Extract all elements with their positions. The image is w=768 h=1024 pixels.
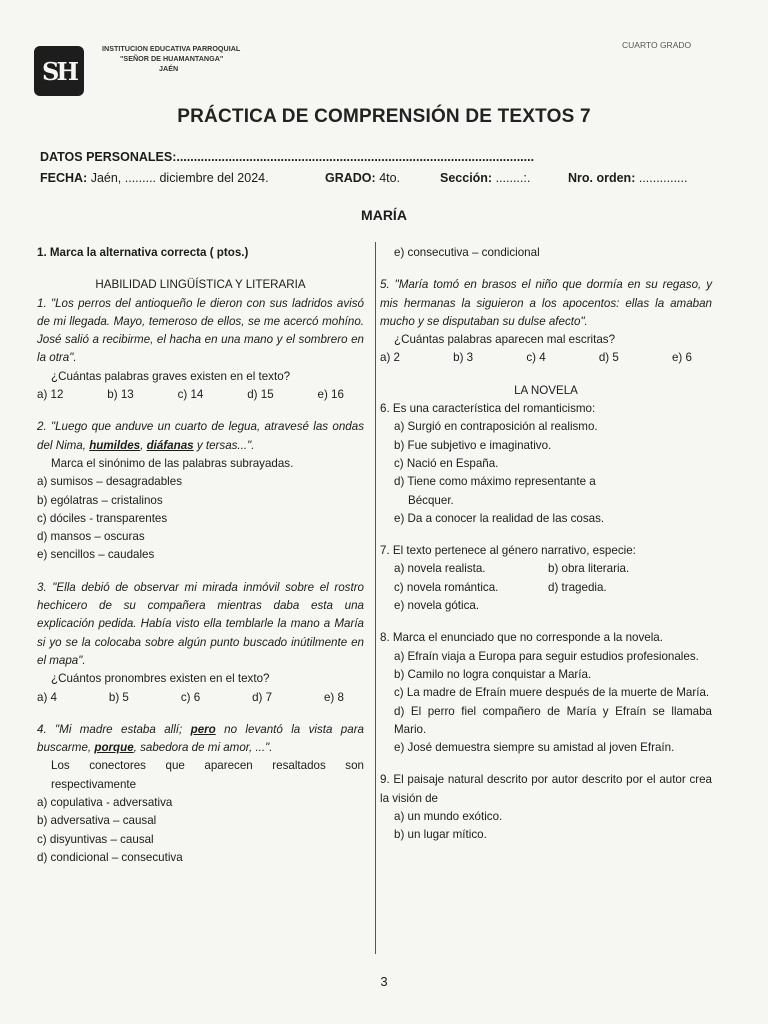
left-column: [37, 244, 364, 867]
question-6-text: 6. Es una característica del romanticismo:: [380, 402, 596, 416]
option: b) ególatras – cristalinos: [37, 493, 163, 507]
option: b) 13: [107, 388, 134, 402]
order-field: Nro. orden: ..............: [568, 171, 688, 185]
option: a) Efraín viaja a Europa para seguir estudios profesionales.: [394, 649, 699, 663]
option: d) tragedia.: [548, 580, 607, 594]
option: e) novela gótica.: [394, 599, 480, 613]
school-line-3: JAÉN: [159, 64, 179, 73]
option: a) novela realista.: [394, 562, 486, 576]
option: b) Fue subjetivo e imaginativo.: [394, 438, 552, 452]
highlighted-connector: pero: [190, 722, 216, 736]
option: a) 4: [37, 690, 57, 704]
option: c) dóciles - transparentes: [37, 511, 168, 525]
question-5-text: 5. "María tomó en brasos el niño que dormía en su regaso, y mis hermanas la siguieron a los apocentos: ellas la amaban mucho y se disputaban su dulse afecto".: [380, 278, 712, 328]
question-7-options-row: [380, 579, 712, 597]
option: d) 5: [598, 351, 619, 365]
question-4-text: 4. "Mi madre estaba allí; pero no levantó la vista para buscarme, porque, sabedora de mi amor, ...".: [37, 722, 365, 755]
instruction: 1. Marca la alternativa correcta ( ptos.): [37, 246, 249, 259]
question-8-text: 8. Marca el enunciado que no corresponde a la novela.: [380, 631, 663, 645]
option: c) Nació en España.: [394, 456, 499, 470]
option: d) condicional – consecutiva: [37, 850, 183, 864]
option: d) 15: [247, 388, 274, 402]
page-title: PRÁCTICA DE COMPRENSIÓN DE TEXTOS 7: [177, 106, 591, 127]
question-1-options: [37, 386, 364, 404]
option: b) 5: [108, 690, 129, 704]
option: a) 2: [380, 351, 400, 365]
question-3-prompt: ¿Cuántos pronombres existen en el texto?: [51, 672, 270, 686]
school-line-2: "SEÑOR DE HUAMANTANGA": [120, 54, 224, 63]
option: c) novela romántica.: [394, 580, 499, 594]
section-heading-novel: LA NOVELA: [514, 383, 578, 397]
option: b) obra literaria.: [548, 562, 630, 576]
question-4-prompt: Los conectores que aparecen resaltados son respectivamente: [51, 759, 364, 791]
grade-label-top: CUARTO GRADO: [622, 40, 692, 50]
school-name: [102, 44, 240, 74]
section-heading-linguistic: HABILIDAD LINGÜÍSTICA Y LITERARIA: [95, 278, 306, 292]
option: a) Surgió en contraposición al realismo.: [394, 420, 598, 434]
option: e) 8: [323, 690, 344, 704]
option: b) adversativa – causal: [37, 814, 157, 828]
question-1-text: 1. "Los perros del antioqueño le dieron con sus ladridos avisó de mi llegada. Mayo, temeroso de ellos, se me acercó mohíno. José salió a recibirme, el hacha en una mano y el sombrero en la otra".: [37, 296, 364, 365]
option: e) sencillos – caudales: [37, 548, 155, 562]
grade-field: GRADO: 4to.: [325, 171, 401, 185]
section-field: Sección: ........:.: [440, 171, 531, 185]
option: c) 4: [526, 351, 546, 365]
option: c) 14: [177, 388, 204, 402]
underlined-word: diáfanas: [146, 438, 194, 452]
question-3-options: [37, 689, 364, 707]
question-7-text: 7. El texto pertenece al género narrativo, especie:: [380, 544, 636, 558]
highlighted-connector: porque: [94, 741, 134, 755]
option: d) 7: [252, 690, 273, 704]
option: e) 6: [671, 351, 692, 365]
option: d) El perro fiel compañero de María y Efraín se llamaba Mario.: [394, 704, 712, 736]
question-9-text: 9. El paisaje natural descrito por autor descrito por el autor crea la visión de: [380, 773, 712, 805]
option: c) disyuntivas – causal: [37, 832, 154, 846]
question-5-prompt: ¿Cuántas palabras aparecen mal escritas?: [394, 333, 616, 347]
option: b) Camilo no logra conquistar a María.: [394, 667, 592, 681]
option: e) Da a conocer la realidad de las cosas.: [394, 511, 605, 525]
question-2-text: 2. "Luego que anduve un cuarto de legua, atravesé las ondas del Nima, humildes, diáfanas y tersas...".: [37, 420, 364, 452]
option: d) mansos – oscuras: [37, 530, 145, 544]
option: e) consecutiva – condicional: [394, 246, 540, 259]
option: a) copulativa - adversativa: [37, 796, 173, 810]
option: b) un lugar mítico.: [394, 828, 487, 842]
question-5-options: [380, 349, 712, 367]
story-title: MARÍA: [361, 207, 407, 223]
question-1-prompt: ¿Cuántas palabras graves existen en el texto?: [51, 369, 291, 383]
option: c) 6: [180, 690, 201, 704]
option: e) 16: [317, 388, 344, 402]
personal-data-line: DATOS PERSONALES:.......................................................................................................: [40, 150, 535, 164]
option: c) La madre de Efraín muere después de la muerte de María.: [394, 686, 710, 700]
school-logo: SH: [34, 46, 84, 96]
underlined-word: humildes: [89, 438, 141, 452]
page-number: 3: [380, 974, 388, 989]
date-field: FECHA: Jaén, ......... diciembre del 2024.: [40, 171, 269, 185]
right-column: [380, 244, 712, 845]
option-continued: Bécquer.: [408, 493, 454, 507]
question-7-options-row: [380, 560, 712, 578]
option: a) 12: [37, 388, 64, 402]
option: b) 3: [453, 351, 474, 365]
question-2-prompt: Marca el sinónimo de las palabras subrayadas.: [51, 456, 294, 470]
option: d) Tiene como máximo representante a: [394, 475, 596, 489]
option: a) sumisos – desagradables: [37, 475, 183, 489]
option: a) un mundo exótico.: [394, 810, 503, 824]
column-divider: [375, 242, 376, 954]
question-3-text: 3. "Ella debió de observar mi mirada inmóvil sobre el rostro hechicero de su compañera mientras daba esta una explicación pedida. Había visto ella temblarle la mano a María si yo se la colocaba sobre algún punto buscado inútilmente en el mapa".: [37, 580, 364, 667]
school-line-1: INSTITUCION EDUCATIVA PARROQUIAL: [102, 44, 241, 53]
option: e) José demuestra siempre su amistad al joven Efraín.: [394, 741, 675, 755]
